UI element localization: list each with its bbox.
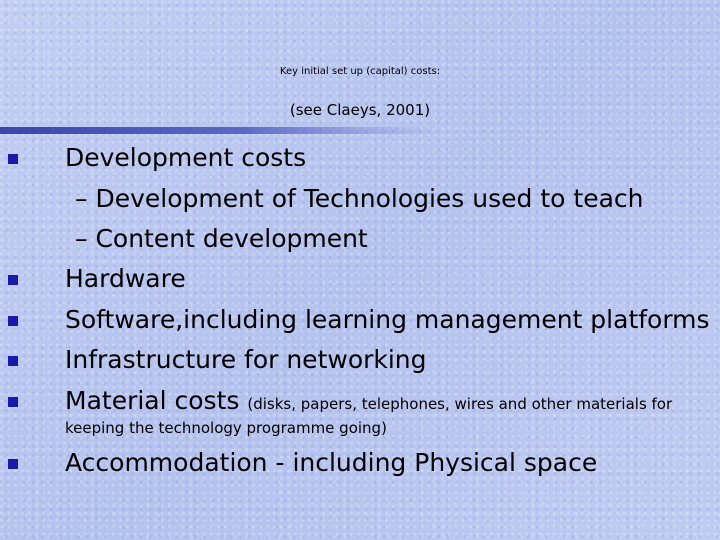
bullet-square-icon bbox=[8, 316, 18, 326]
bullet-square-icon bbox=[8, 154, 18, 164]
material-costs-label: Material costs bbox=[65, 386, 240, 415]
material-costs-note: (disks, papers, telephones, wires and other materials for bbox=[247, 395, 673, 413]
sub-bullet-content-development: – Content development bbox=[75, 224, 368, 253]
slide-title: Key initial set up (capital) costs: bbox=[279, 66, 441, 77]
title-underline-bar bbox=[0, 127, 440, 134]
bullet-accommodation: Accommodation - including Physical space bbox=[65, 448, 598, 477]
slide-subtitle: (see Claeys, 2001) bbox=[289, 101, 431, 119]
bullet-square-icon bbox=[8, 459, 18, 469]
bullet-development-costs: Development costs bbox=[65, 143, 307, 172]
bullet-square-icon bbox=[8, 356, 18, 366]
bullet-software: Software,including learning management platforms bbox=[65, 305, 710, 334]
bullet-square-icon bbox=[8, 275, 18, 285]
material-costs-note-continued: keeping the technology programme going) bbox=[65, 419, 387, 437]
bullet-square-icon bbox=[8, 397, 18, 407]
bullet-infrastructure: Infrastructure for networking bbox=[65, 345, 427, 374]
bullet-material-costs bbox=[65, 386, 672, 419]
sub-bullet-development-technologies: – Development of Technologies used to teach bbox=[75, 184, 644, 213]
bullet-hardware: Hardware bbox=[65, 264, 186, 293]
